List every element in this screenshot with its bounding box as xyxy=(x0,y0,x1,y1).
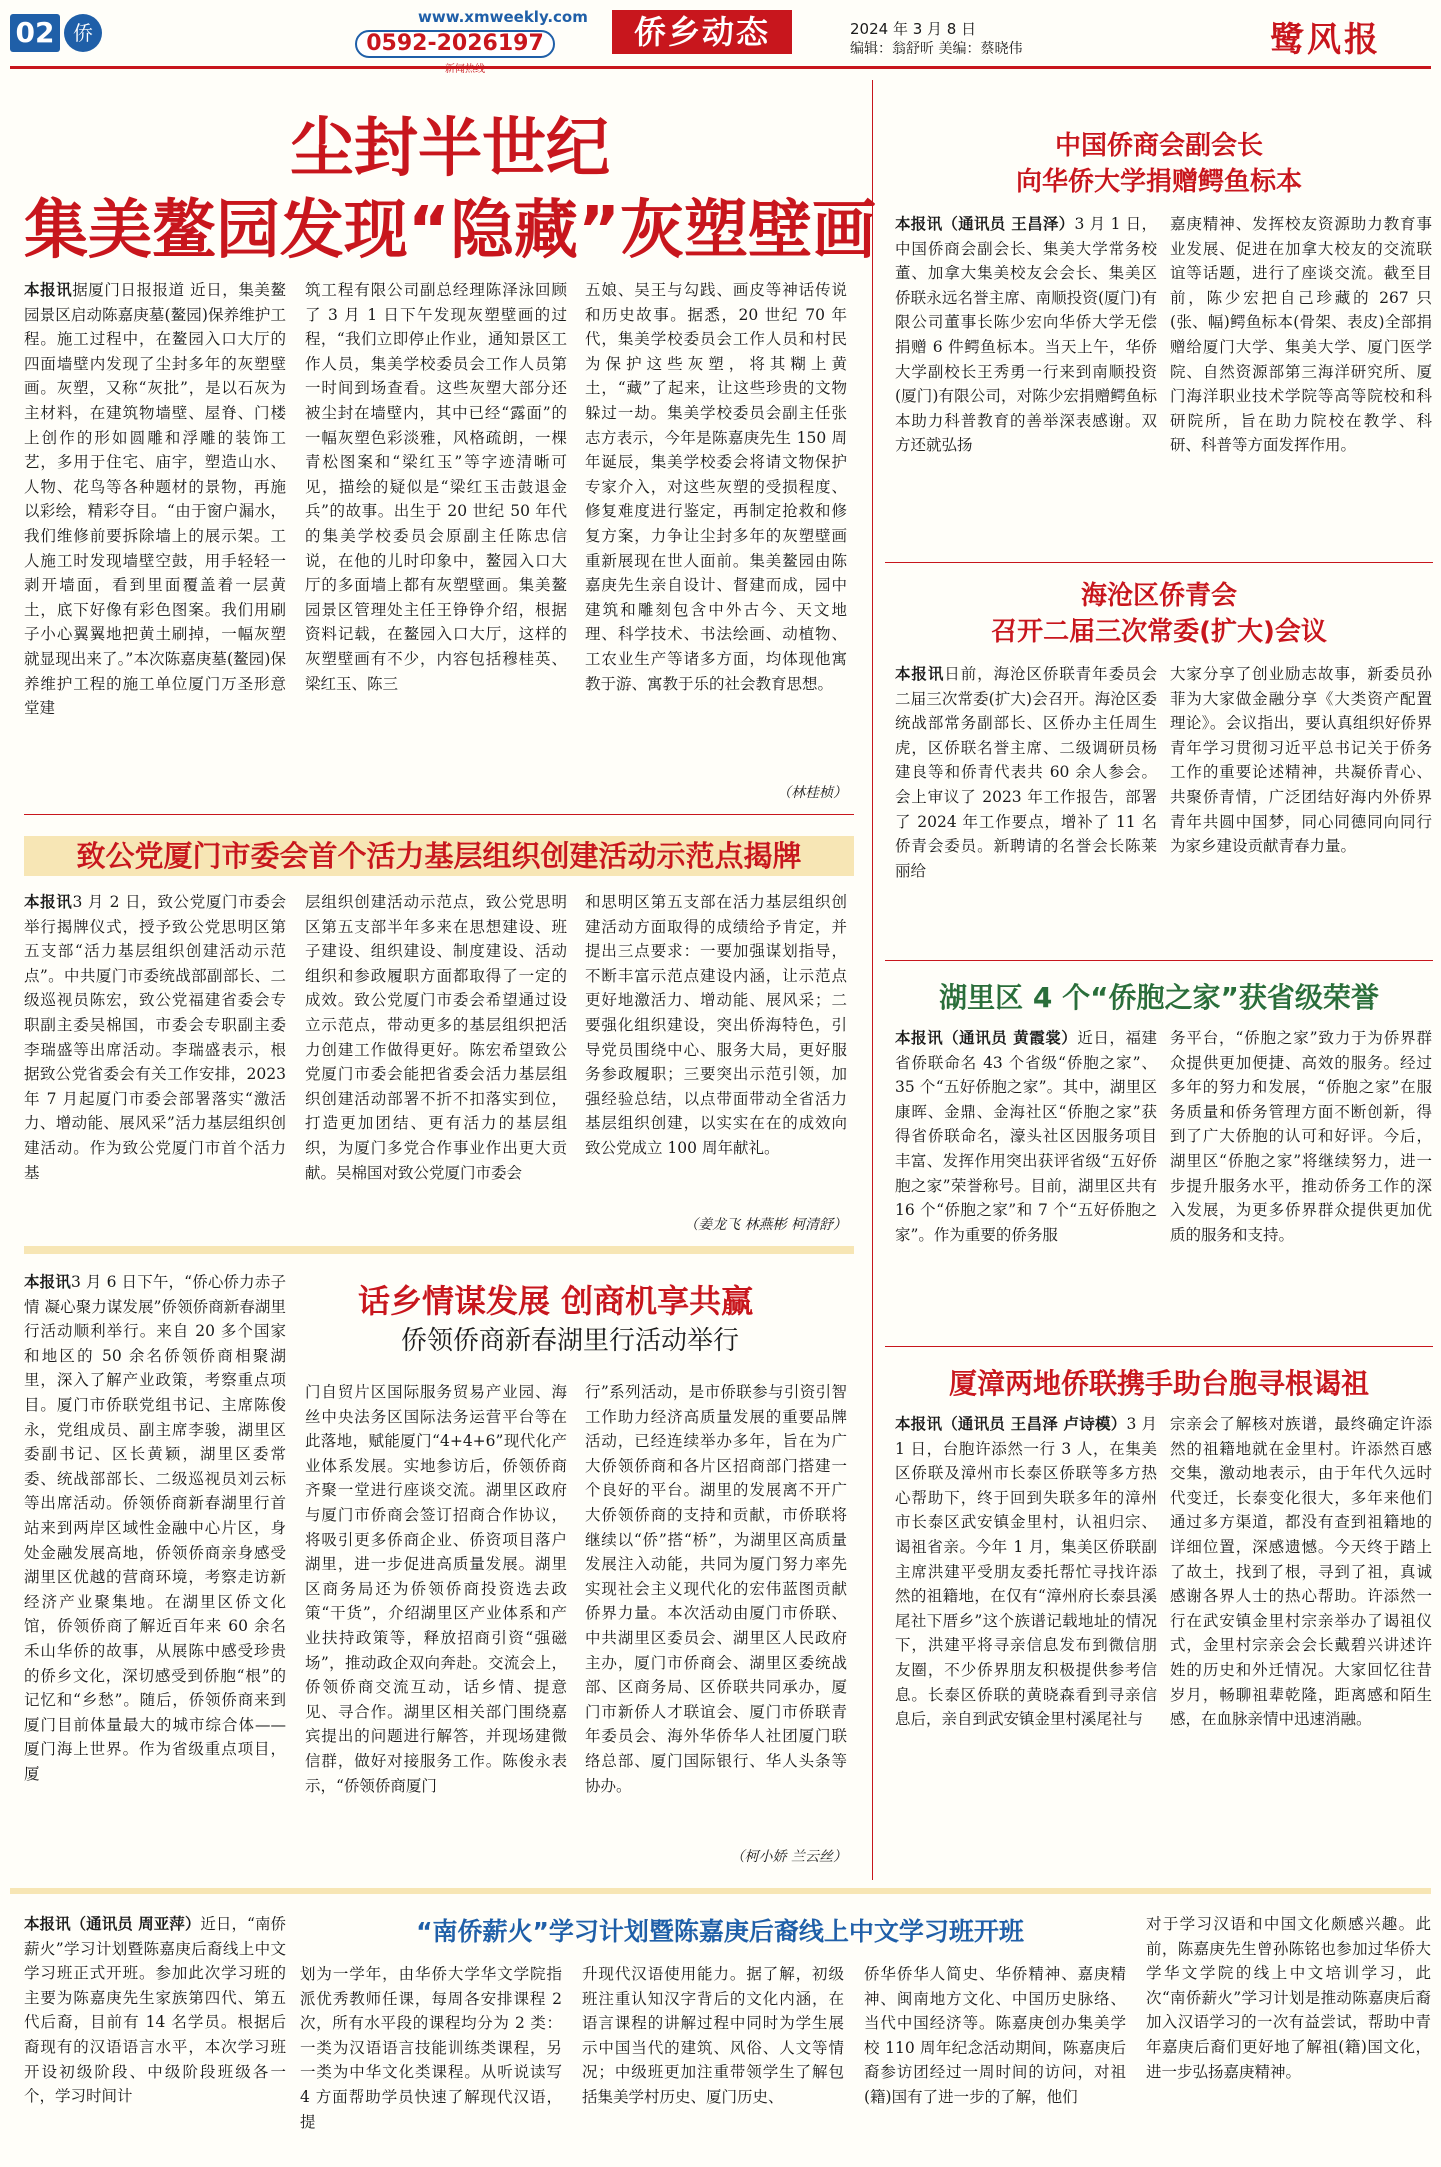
a1-credit: （林桂桢） xyxy=(777,785,847,801)
a5-bottom-rule xyxy=(885,960,1433,961)
a8-body-1: 近日，“南侨薪火”学习计划暨陈嘉庚后裔线上中文学习班正式开班。参加此次学习班的主要为陈嘉庚先生家族第四代、第五代后裔，目前有 14 名学员。根据后裔现有的汉语语言水平，本次学习班开设初级阶段、中级阶段班级各一个，学习时间计 xyxy=(24,1915,286,2106)
a1-body-1: 据厦门日报报道 近日，集美鳌园景区启动陈嘉庚墓(鳌园)保养维护工程。施工过程中，在鳌园入口大厅的四面墙壁内发现了尘封多年的灰塑壁画。灰塑，又称“灰批”，是以石灰为主材料，在建筑物墙壁、屋脊、门楼上创作的形如圆雕和浮雕的装饰工艺，多用于住宅、庙宇，塑造山水、人物、花鸟等各种题材的景物，再施以彩绘，精彩夺目。“由于窗户漏水，我们维修前要拆除墙上的展示架。工人施工时发现墙壁空鼓，用手轻轻一剥开墙面，看到里面覆盖着一层黄土，底下好像有彩色图案。我们用刷子小心翼翼地把黄土刷掉，一幅灰塑就显现出来了。”本次陈嘉庚墓(鳌园)保养维护工程的施工单位厦门万圣形意堂建 xyxy=(24,281,286,718)
a6-lead: 本报讯（通讯员 黄霞裳） xyxy=(895,1029,1078,1047)
editor-credits: 编辑：翁舒昕 美编：蔡晓伟 xyxy=(850,41,1023,57)
a2-credit: （姜龙飞 林燕彬 柯清舒） xyxy=(684,1217,847,1233)
a2-bottom-rule xyxy=(24,1246,854,1254)
a4-body-1: 3 月 1 日，中国侨商会副会长、集美大学常务校董、加拿大集美校友会会长、集美区侨联永远名誉主席、南顺投资(厦门)有限公司董事长陈少宏向华侨大学无偿捐赠 6 件鳄鱼标本。当天上午，华侨大学副校长王秀勇一行来到南顺投资(厦门)有限公司，对陈少宏捐赠鳄鱼标本助力科普教育的善举深表感谢。双方还就弘扬 xyxy=(895,215,1157,455)
issue-date: 2024 年 3 月 8 日 xyxy=(850,20,977,38)
a4-title-line1: 中国侨商会副会长 xyxy=(1054,131,1263,161)
a4-bottom-rule xyxy=(885,562,1433,563)
a2-column-2: 层组织创建活动示范点，致公党思明区第五支部半年多来在思想建设、班子建设、组织建设、制度建设、活动组织和参政履职方面都取得了一定的成效。致公党厦门市委会希望通过设立示范点，带动更多的基层组织把活力创建工作做得更好。陈宏希望致公党厦门市委会能把省委会活力基层组织创建活动部署不折不扣落实到位，打造更加团结、更有活力的基层组织，为厦门多党合作事业作出更大贡献。吴棉国对致公党厦门市委会 xyxy=(305,893,567,1182)
a4-title-line2: 向华侨大学捐赠鳄鱼标本 xyxy=(1015,167,1302,197)
a4-column-1 xyxy=(895,212,1157,552)
a8-column-1 xyxy=(24,1912,286,2162)
a3-column-2: 门自贸片区国际服务贸易产业园、海丝中央法务区国际法务运营平台等在此落地，赋能厦门“4+4+6”现代化产业体系发展。实地参访后，侨领侨商齐聚一堂进行座谈交流。湖里区政府与厦门市侨商会签订招商合作协议，将吸引更多侨商企业、侨资项目落户湖里，进一步促进高质量发展。湖里区商务局还为侨领侨商投资选去政策“干货”，介绍湖里区产业体系和产业扶持政策等，释放招商引资“强磁场”，推动政企双向奔赴。交流会上，侨领侨商交流互动，话乡情、提意见、寻合作。湖里区相关部门围绕嘉宾提出的问题进行解答，并现场建微信群，做好对接服务工作。陈俊永表示，“侨领侨商厦门 xyxy=(305,1383,567,1795)
a7-column-1 xyxy=(895,1412,1157,1872)
a5-body-1: 日前，海沧区侨联青年委员会二届三次常委(扩大)会召开。海沧区委统战部常务副部长、区侨办主任周生虎，区侨联名誉主席、二级调研员杨建良等和侨青代表共 60 余人参会。会上审议了 2023 年工作报告，部署了 2024 年工作要点，增补了 11 名侨青会委员。新聘请的名誉会长陈莱丽给 xyxy=(895,665,1157,880)
a7-lead: 本报讯（通讯员 王昌泽 卢诗模） xyxy=(895,1415,1127,1433)
a4-lead: 本报讯（通讯员 王昌泽） xyxy=(895,215,1075,233)
header-divider xyxy=(10,66,1431,69)
a5-title-line1: 海沧区侨青会 xyxy=(1080,581,1237,611)
a2-column-3: 和思明区第五支部在活力基层组织创建活动方面取得的成绩给予肯定，并提出三点要求：一要加强谋划指导，不断丰富示范点建设内涵，让示范点更好地激活力、增动能、展风采；二要强化组织建设，突出侨海特色，引导党员围绕中心、服务大局，更好服务参政履职；三要突出示范引领，加强经验总结，以点带面带动全省活力基层组织创建，以实实在在的成效向致公党成立 100 周年献礼。 xyxy=(585,893,847,1157)
a2-column-1 xyxy=(24,890,286,1238)
a2-title: 致公党厦门市委会首个活力基层组织创建活动示范点揭牌 xyxy=(24,836,854,876)
a8-column-3: 升现代汉语使用能力。据了解，初级班注重认知汉字背后的文化内涵，在语言课程的讲解过程中同时为学生展示中国当代的建筑、风俗、人文等情况；中级班更加注重带领学生了解包括集美学村历史、厦门历史、 xyxy=(582,1965,844,2106)
a7-column-2: 宗亲会了解核对族谱，最终确定许添然的祖籍地就在金里村。许添然百感交集，激动地表示，由于年代久远时代变迁，长泰变化很大，多年来他们通过多方渠道，都没有查到祖籍地的详细位置，深感遗憾。今天终于踏上了故土，找到了根，寻到了祖，真诚感谢各界人士的热心帮助。许添然一行在武安镇金里村宗亲举办了谒祖仪式，金里村宗亲会会长戴碧兴讲述许姓的历史和外迁情况。大家回忆往昔岁月，畅聊祖辈乾隆，距离感和陌生感，在血脉亲情中迅速消融。 xyxy=(1170,1415,1432,1729)
a8-lead: 本报讯（通讯员 周亚萍） xyxy=(24,1915,201,1933)
a6-body-1: 近日，福建省侨联命名 43 个省级“侨胞之家”、35 个“五好侨胞之家”。其中，湖里区康晖、金鼎、金海社区“侨胞之家”获得省侨联命名，濠头社区因服务项目丰富、发挥作用突出获评省级“五好侨胞之家”荣誉称号。目前，湖里区共有 16 个“侨胞之家”和 7 个“五好侨胞之家”。作为重要的侨务服 xyxy=(895,1029,1157,1244)
a5-title-line2: 召开二届三次常委(扩大)会议 xyxy=(991,617,1327,647)
a7-body-1: 3 月 1 日，台胞许添然一行 3 人，在集美区侨联及漳州市长泰区侨联等多方热心帮助下，终于回到失联多年的漳州市长泰区武安镇金里村，认祖归宗、谒祖省亲。今年 1 月，集美区侨联副主席洪建平受朋友委托帮忙寻找许添然的祖籍地，在仅有“漳州府长泰县溪尾社下厝乡”这个族谱记载地址的情况下，洪建平将寻亲信息发布到微信朋友圈，不少侨界朋友积极提供参考信息。长泰区侨联的黄晓森看到寻亲信息后，亲自到武安镇金里村溪尾社与 xyxy=(895,1415,1157,1729)
a1-column-1 xyxy=(24,278,286,808)
a3-subtitle: 侨领侨商新春湖里行活动举行 xyxy=(400,1326,739,1356)
newspaper-logo: 鹭风报 xyxy=(1270,20,1381,60)
a7-title: 厦漳两地侨联携手助台胞寻根谒祖 xyxy=(948,1367,1369,1400)
a2-lead: 本报讯 xyxy=(24,893,73,911)
a1-lead: 本报讯 xyxy=(24,281,73,299)
a3-title: 话乡情谋发展 创商机享共赢 xyxy=(358,1282,754,1320)
a2-body-1: 3 月 2 日，致公党厦门市委会举行揭牌仪式，授予致公党思明区第五支部“活力基层组织创建活动示范点”。中共厦门市委统战部副部长、二级巡视员陈宏，致公党福建省委会专职副主委吴棉国，市委会专职副主委李瑞盛等出席活动。李瑞盛表示，根据致公党省委会有关工作安排，2023 年 7 月起厦门市委会部署落实“激活力、增动能、展风采”活力基层组织创建活动。作为致公党厦门市首个活力基 xyxy=(24,893,286,1182)
a5-column-2: 大家分享了创业励志故事，新委员孙菲为大家做金融分享《大类资产配置理论》。会议指出，要认真组织好侨界青年学习贯彻习近平总书记关于侨务工作的重要论述精神，共凝侨青心、共聚侨青情，广泛团结好海内外侨界青年共圆中国梦，同心同德同向同行为家乡建设贡献青春力量。 xyxy=(1170,665,1432,856)
website-link[interactable]: www.xmweekly.com xyxy=(418,8,588,26)
bottom-band-rule xyxy=(10,1888,1431,1894)
a8-title: “南侨薪火”学习计划暨陈嘉庚后裔线上中文学习班开班 xyxy=(416,1917,1024,1946)
a8-column-2: 划为一学年，由华侨大学华文学院指派优秀教师任课，每周各安排课程 2 次，所有水平段的课程均分为 2 类：一类为汉语语言技能训练类课程，另一类为中华文化类课程。从听说读写 4 方面帮助学员快速了解现代汉语，提 xyxy=(300,1965,562,2131)
a6-column-2: 务平台，“侨胞之家”致力于为侨界群众提供更加便捷、高效的服务。经过多年的努力和发展，“侨胞之家”在服务质量和侨务管理方面不断创新，得到了广大侨胞的认可和好评。今后，湖里区“侨胞之家”将继续努力，进一步提升服务水平，推动侨务工作的深入发展，为更多侨界群众提供更加优质的服务和支持。 xyxy=(1170,1029,1432,1244)
a1-column-3: 五娘、吴王与勾践、画皮等神话传说和历史故事。据悉，20 世纪 70 年代，集美学校委员会工作人员和村民为保护这些灰塑，将其糊上黄土，“藏”了起来，让这些珍贵的文物躲过一劫。集美学校委员会副主任张志方表示，今年是陈嘉庚先生 150 周年诞辰，集美学校委会将请文物保护专家介入，对这些灰塑的受损程度、修复难度进行鉴定，再制定抢救和修复方案，力争让尘封多年的灰塑壁画重新展现在世人面前。集美鳌园由陈嘉庚先生亲自设计、督建而成，园中建筑和雕刻包含中外古今、天文地理、科学技术、书法绘画、动植物、工农业生产等诸多方面，均体现他寓教于游、寓教于乐的社会教育思想。 xyxy=(585,281,847,693)
page-number: 02 xyxy=(10,14,60,52)
a3-credit: （柯小娇 兰云丝） xyxy=(730,1849,847,1865)
a3-column-3: 行”系列活动，是市侨联参与引资引智工作助力经济高质量发展的重要品牌活动，已经连续举办多年，旨在为广大侨领侨商和各片区招商部门搭建一个良好的平台。湖里的发展离不开广大侨领侨商的支持和贡献，市侨联将继续以“侨”搭“桥”，为湖里区高质量发展注入动能，共同为厦门努力率先实现社会主义现代化的宏伟蓝图贡献侨界力量。本次活动由厦门市侨联、中共湖里区委员会、湖里区人民政府主办，厦门市侨商会、湖里区委统战部、区商务局、区侨联共同承办，厦门市新侨人才联谊会、厦门市侨联青年委员会、海外华侨华人社团厦门联络总部、厦门国际银行、华人头条等协办。 xyxy=(585,1383,847,1795)
a1-title-line2: 集美鳌园发现“隐藏”灰塑壁画 xyxy=(23,194,877,268)
a3-lead: 本报讯 xyxy=(24,1273,71,1291)
hotline-number: 0592-2026197 xyxy=(355,30,555,58)
page-badge-icon: 侨 xyxy=(64,14,102,52)
a8-column-5: 对于学习汉语和中国文化颇感兴趣。此前，陈嘉庚先生曾孙陈铭也参加过华侨大学华文学院的线上中文培训学习，此次“南侨薪火”学习计划是推动陈嘉庚后裔加入汉语学习的一次有益尝试，帮助中青年嘉庚后裔们更好地了解祖(籍)国文化，进一步弘扬嘉庚精神。 xyxy=(1146,1915,1431,2081)
a4-column-2: 嘉庚精神、发挥校友资源助力教育事业发展、促进在加拿大校友的交流联谊等话题，进行了座谈交流。截至目前，陈少宏把自己珍藏的 267 只(张、幅)鳄鱼标本(骨架、表皮)全部捐赠给厦门大学、集美大学、厦门医学院、自然资源部第三海洋研究所、厦门海洋职业技术学院等高等院校和科研院所，旨在助力院校在教学、科研、科普等方面发挥作用。 xyxy=(1170,215,1432,455)
hotline-label: 新闻热线 xyxy=(445,64,485,75)
a1-bottom-rule xyxy=(24,814,854,815)
column-divider xyxy=(872,80,873,1880)
a5-column-1 xyxy=(895,662,1157,974)
section-title: 侨乡动态 xyxy=(612,10,792,54)
a6-bottom-rule xyxy=(885,1346,1433,1347)
a3-column-1 xyxy=(24,1270,286,1870)
page-header xyxy=(0,0,1441,75)
a1-title-line1: 尘封半世纪 xyxy=(290,112,610,186)
a8-column-4: 侨华侨华人简史、华侨精神、嘉庚精神、闽南地方文化、中国历史脉络、当代中国经济等。陈嘉庚创办集美学校 110 周年纪念活动期间，陈嘉庚后裔参访团经过一周时间的访问，对祖(籍)国有了进一步的了解，他们 xyxy=(864,1965,1126,2106)
a5-lead: 本报讯 xyxy=(895,665,945,683)
a6-column-1 xyxy=(895,1026,1157,1336)
a1-column-2: 筑工程有限公司副总经理陈泽泳回顾了 3 月 1 日下午发现灰塑壁画的过程，“我们立即停止作业，通知景区工作人员，集美学校委员会工作人员第一时间到场查看。这些灰塑大部分还被尘封在墙壁内，其中已经“露面”的一幅灰塑色彩淡雅，风格疏朗，一棵青松图案和“梁红玉”等字迹清晰可见，描绘的疑似是“梁红玉击鼓退金兵”的故事。出生于 20 世纪 50 年代的集美学校委员会原副主任陈忠信说，在他的儿时印象中，鳌园入口大厅的多面墙上都有灰塑壁画。集美鳌园景区管理处主任王铮铮介绍，根据资料记载，在鳌园入口大厅，这样的灰塑壁画有不少，内容包括穆桂英、梁红玉、陈三 xyxy=(305,281,567,693)
a3-body-1: 3 月 6 日下午，“侨心侨力赤子情 凝心聚力谋发展”侨领侨商新春湖里行活动顺利举行。来自 20 多个国家和地区的 50 余名侨领侨商相聚湖里，深入了解产业政策，考察重点项目。厦门市侨联党组书记、主席陈俊永，党组成员、副主席李骏，湖里区委副书记、区长黄颖，湖里区委常委、统战部部长、二级巡视员刘云标等出席活动。侨领侨商新春湖里行首站来到两岸区域性金融中心片区，身处金融发展高地，侨领侨商亲身感受湖里区优越的营商环境，考察走访新经济产业聚集地。在湖里区侨文化馆，侨领侨商了解近百年来 60 余名禾山华侨的故事，从展陈中感受珍贵的侨乡文化，深切感受到侨胞“根”的记忆和“乡愁”。随后，侨领侨商来到厦门目前体量最大的城市综合体——厦门海上世界。作为省级重点项目，厦 xyxy=(24,1273,286,1783)
a6-title: 湖里区 4 个“侨胞之家”获省级荣誉 xyxy=(939,981,1379,1014)
